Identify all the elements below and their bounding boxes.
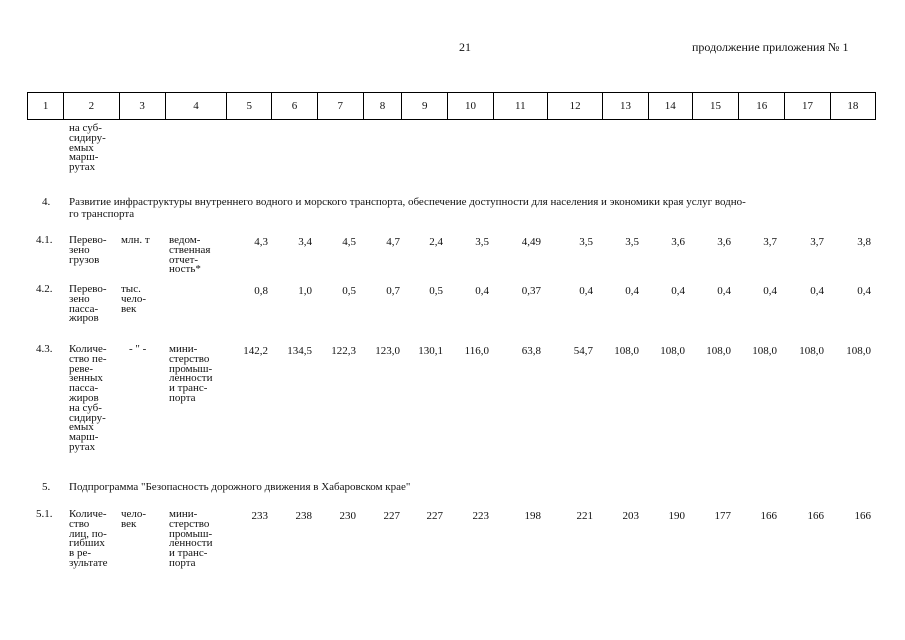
row-value: 4,3 [254,236,268,248]
row-value: 227 [383,510,400,522]
row-value: 122,3 [331,345,356,357]
column-number: 16 [739,93,785,120]
row-value: 0,5 [429,285,443,297]
column-number: 7 [317,93,363,120]
row-value: 230 [339,510,356,522]
row-value: 1,0 [298,285,312,297]
row-value: 0,4 [857,285,871,297]
column-number: 11 [493,93,547,120]
page-number: 21 [459,40,471,54]
row-value: 142,2 [243,345,268,357]
row-value: 166 [807,510,824,522]
row-value: 130,1 [418,345,443,357]
row-value: 108,0 [846,345,871,357]
row-value: 3,5 [475,236,489,248]
column-number: 8 [363,93,401,120]
section-4-number: 4. [42,196,51,208]
row-id: 4.1. [36,234,53,246]
row-value: 108,0 [799,345,824,357]
row-value: 63,8 [521,345,541,357]
row-value: 108,0 [614,345,639,357]
column-number: 17 [785,93,830,120]
row-id: 5.1. [36,508,53,520]
row-unit: млн. т [121,234,150,246]
row-source: мини- стерство промыш- ленности и транс- порта [169,508,213,569]
row-value: 0,4 [671,285,685,297]
row-source: мини- стерство промыш- ленности и транс- порта [169,343,213,404]
row-value: 4,49 [521,236,541,248]
row-value: 3,7 [810,236,824,248]
column-number: 1 [28,93,64,120]
row-value: 221 [576,510,593,522]
column-header-table [27,92,876,120]
column-number: 3 [119,93,165,120]
column-numbers-row [28,93,876,120]
row-id: 4.2. [36,283,53,295]
row-value: 3,5 [625,236,639,248]
carryover-text: на суб- сидиру- емых марш- рутах [69,122,106,174]
column-number: 12 [548,93,603,120]
row-value: 166 [854,510,871,522]
row-value: 4,7 [386,236,400,248]
column-number: 10 [448,93,493,120]
row-value: 227 [426,510,443,522]
column-number: 14 [648,93,692,120]
row-value: 0,8 [254,285,268,297]
row-value: 3,6 [671,236,685,248]
row-value: 0,4 [763,285,777,297]
row-value: 0,4 [717,285,731,297]
row-value: 3,5 [579,236,593,248]
column-number: 9 [402,93,448,120]
row-value: 3,4 [298,236,312,248]
row-value: 108,0 [706,345,731,357]
row-value: 108,0 [752,345,777,357]
row-value: 0,4 [579,285,593,297]
row-indicator: Перево- зено грузов [69,234,107,266]
row-value: 190 [668,510,685,522]
row-source: ведом- ственная отчет- ность* [169,234,211,276]
row-value: 2,4 [429,236,443,248]
row-indicator: Количе- ство пе- реве- зенных пасса- жиров на суб- сидиру- емых марш- рутах [69,343,107,453]
row-value: 238 [295,510,312,522]
row-value: 0,5 [342,285,356,297]
row-value: 3,7 [763,236,777,248]
row-value: 108,0 [660,345,685,357]
column-number: 18 [830,93,875,120]
row-value: 177 [714,510,731,522]
row-value: 0,4 [475,285,489,297]
row-value: 134,5 [287,345,312,357]
row-value: 3,8 [857,236,871,248]
row-value: 166 [760,510,777,522]
row-value: 223 [472,510,489,522]
row-indicator: Количе- ство лиц, по- гибших в ре- зультате [69,508,108,569]
continuation-label: продолжение приложения № 1 [692,40,849,54]
section-4-title: Развитие инфраструктуры внутреннего водного и морского транспорта, обеспечение доступности для населения и экономики края услуг водно- го транспорта [69,196,746,220]
row-id: 4.3. [36,343,53,355]
row-value: 0,37 [521,285,541,297]
row-unit: чело- век [121,508,147,530]
row-value: 0,7 [386,285,400,297]
row-unit: тыс. чело- век [121,283,147,315]
row-value: 116,0 [464,345,489,357]
column-number: 4 [165,93,226,120]
row-unit: - " - [129,343,147,355]
row-value: 198 [524,510,541,522]
row-value: 4,5 [342,236,356,248]
column-number: 2 [64,93,119,120]
row-value: 0,4 [625,285,639,297]
row-value: 123,0 [375,345,400,357]
column-number: 6 [272,93,317,120]
row-value: 203 [622,510,639,522]
section-5-title: Подпрограмма "Безопасность дорожного движения в Хабаровском крае" [69,481,411,493]
row-value: 3,6 [717,236,731,248]
row-value: 54,7 [573,345,593,357]
column-number: 13 [603,93,648,120]
column-number: 5 [227,93,272,120]
column-number: 15 [692,93,738,120]
row-indicator: Перево- зено пасса- жиров [69,283,107,325]
row-value: 233 [251,510,268,522]
row-value: 0,4 [810,285,824,297]
section-5-number: 5. [42,481,51,493]
